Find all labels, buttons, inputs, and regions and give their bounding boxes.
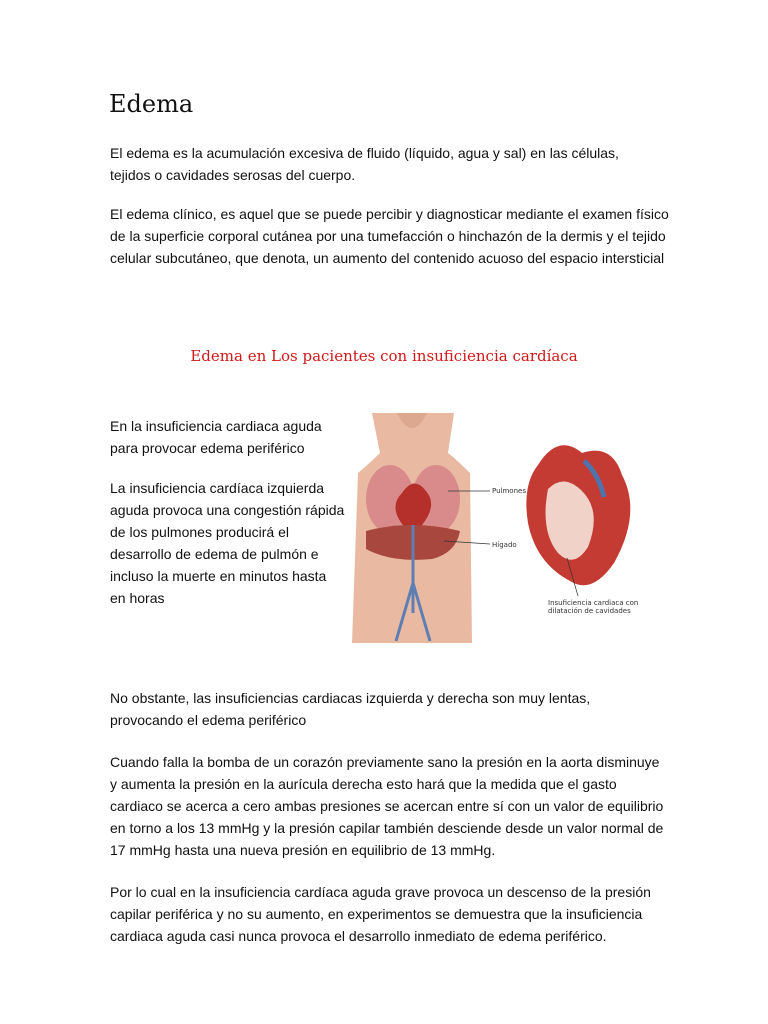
clinical-paragraph: El edema clínico, es aquel que se puede percibir y diagnosticar mediante el examen físico de la superficie corporal cutánea por una tumefacción o hinchazón de la dermis y el tejido celular subcutáneo, que denota, un aumento del contenido acuoso del espacio intersticial	[110, 206, 669, 266]
label-insuficiencia: Insuficiencia cardiaca con dilatación de cavidades	[548, 599, 639, 615]
label-pulmones: Pulmones	[492, 487, 526, 495]
conclusion-paragraph: Por lo cual en la insuficiencia cardíaca aguda grave provoca un descenso de la presión capilar periférica y no su aumento, en experimentos se demuestra que la insuficiencia cardiaca aguda casi nunca provoca el desarrollo inmediato de edema periférico.	[110, 884, 651, 944]
heart-failure-illustration	[352, 413, 672, 643]
slow-failure-paragraph: No obstante, las insuficiencias cardiacas izquierda y derecha son muy lentas, provocando el edema periférico	[110, 690, 591, 728]
acute-paragraph: En la insuficiencia cardiaca aguda para provocar edema periférico	[110, 418, 322, 456]
left-failure-paragraph: La insuficiencia cardíaca izquierda aguda provoca una congestión rápida de los pulmones producirá el desarrollo de edema de pulmón e incluso la muerte en minutos hasta en horas	[110, 480, 345, 606]
section-heading: Edema en Los pacientes con insuficiencia cardíaca	[190, 347, 578, 365]
intro-paragraph: El edema es la acumulación excesiva de fluido (líquido, agua y sal) en las células, tejidos o cavidades serosas del cuerpo.	[110, 145, 619, 183]
page-title: Edema	[109, 90, 194, 118]
pump-failure-paragraph: Cuando falla la bomba de un corazón previamente sano la presión en la aorta disminuye y aumenta la presión en la aurícula derecha esto hará que la medida que el gasto cardiaco se acerca a cero ambas presiones se acercan entre sí con un valor de equilibrio en torno a los 13 mmHg y la presión capilar también desciende desde un valor normal de 17 mmHg hasta una nueva presión en equilibrio de 13 mmHg.	[110, 754, 664, 858]
label-higado: Hígado	[492, 541, 517, 549]
